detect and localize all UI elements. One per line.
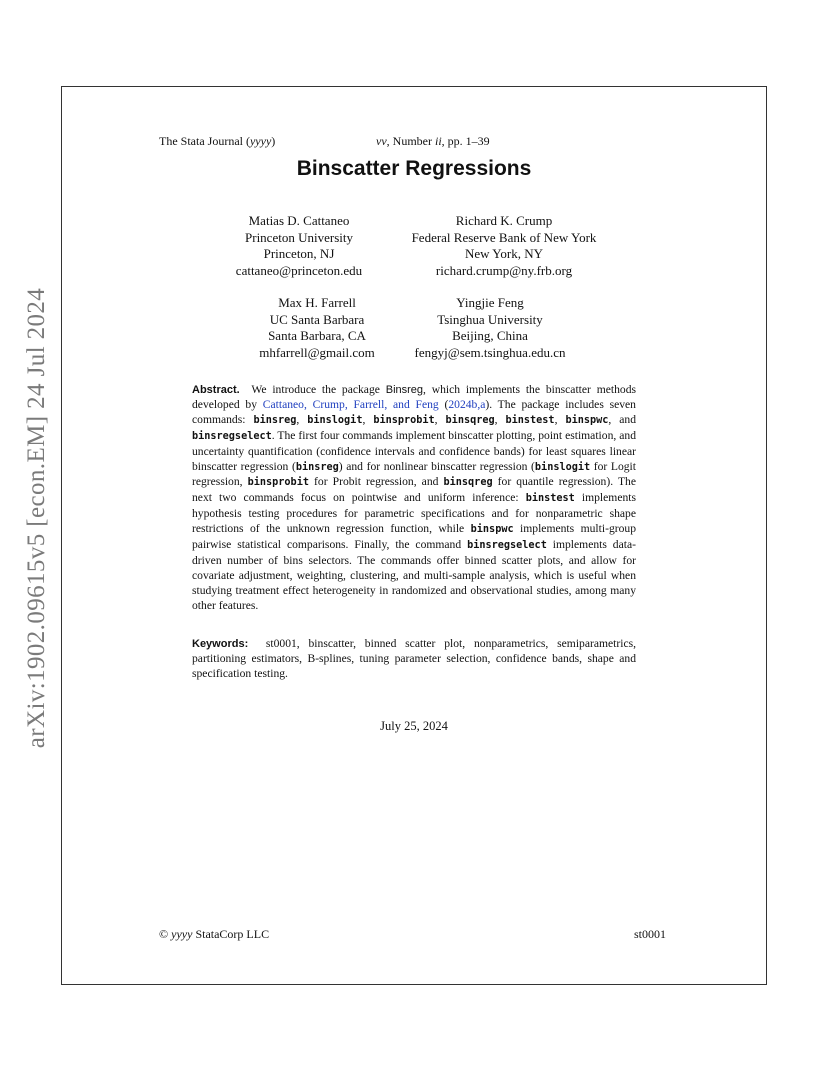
author-location: New York, NY: [464, 246, 543, 261]
paper-title: Binscatter Regressions: [296, 157, 532, 180]
paper-date: July 25, 2024: [380, 719, 448, 733]
author-location: Santa Barbara, CA: [268, 328, 366, 343]
author-block: [384, 213, 624, 279]
author-email: mhfarrell@gmail.com: [259, 344, 375, 360]
keywords-text: st0001, binscatter, binned scatter plot, nonparametrics, semiparametrics, partitioning estimators, B-splines, tuning parameter selection, confidence bands, shape and specification testing.: [192, 637, 637, 680]
author-email: cattaneo@princeton.edu: [235, 262, 363, 278]
author-email: richard.crump@ny.frb.org: [435, 262, 573, 278]
command-binstest: binstest: [525, 493, 575, 505]
copyright-icon: ©: [159, 927, 169, 941]
author-name: Richard K. Crump: [455, 213, 553, 228]
article-code: st0001: [634, 927, 667, 941]
copyright-notice: © yyyy StataCorp LLC: [159, 927, 270, 941]
citation-year-link[interactable]: 2024b,a: [448, 397, 486, 411]
author-location: Beijing, China: [452, 328, 528, 343]
author-block: [400, 295, 580, 361]
journal-volume: vv, Number ii, pp. 1–39: [376, 134, 490, 148]
command-binsreg: binsreg: [253, 414, 297, 426]
author-affiliation: Federal Reserve Bank of New York: [411, 229, 597, 245]
command-binsqreg: binsqreg: [443, 477, 493, 489]
author-affiliation: UC Santa Barbara: [269, 311, 365, 327]
keywords: [192, 637, 636, 682]
command-binsprobit: binsprobit: [373, 414, 435, 426]
author-name: Matias D. Cattaneo: [248, 213, 350, 228]
author-affiliation: Tsinghua University: [437, 311, 543, 327]
command-binspwc: binspwc: [470, 524, 514, 536]
command-binsregselect: binsregselect: [192, 430, 272, 442]
command-binslogit: binslogit: [307, 414, 363, 426]
author-name: Yingjie Feng: [456, 295, 524, 310]
command-binsregselect: binsregselect: [467, 540, 547, 552]
package-name: Binsreg: [385, 384, 424, 396]
command-binsqreg: binsqreg: [445, 414, 495, 426]
arxiv-identifier-text: arXiv:1902.09615v5 [econ.EM] 24 Jul 2024: [23, 287, 51, 749]
author-name: Max H. Farrell: [278, 295, 356, 310]
command-binspwc: binspwc: [565, 414, 609, 426]
command-binslogit: binslogit: [534, 461, 591, 473]
abstract: Abstract. We introduce the package Binsreg, which implements the binscatter methods developed by Cattaneo, Crump, Farrell, and Feng (2024b,a). The package includes seven commands: binsreg, binslogit, binsprobit, binsqreg, binstest, binspwc, and binsregselect. The first four commands implement binscatter plotting, point estimation, and uncertainty quantification (confidence intervals and confidence bands) for least squares linear binscatter regression (binsreg) and for nonlinear binscatter regression (binslogit for Logit regression, binsprobit for Probit regression, and binsqreg for quantile regression). The next two commands focus on pointwise and uniform inference: binstest implements hypothesis testing procedures for parametric specifications and for nonparametric shape restrictions of the unknown regression function, while binspwc implements multi-group pairwise statistical comparisons. Finally, the command binsregselect implements data-driven number of bins selectors. The commands offer binned scatter plots, and allow for covariate adjustment, weighting, clustering, and multi-sample analysis, which is useful when studying treatment effect heterogeneity in randomized and observational studies, among many other features.: [192, 383, 637, 612]
abstract-label: Abstract.: [192, 384, 240, 396]
author-affiliation: Princeton University: [245, 229, 353, 245]
author-email: fengyj@sem.tsinghua.edu.cn: [414, 344, 566, 360]
author-location: Princeton, NJ: [263, 246, 335, 261]
author-block: [209, 213, 389, 279]
arxiv-identifier: [12, 258, 62, 778]
command-binsreg: binsreg: [295, 461, 339, 473]
command-binstest: binstest: [505, 414, 555, 426]
command-binsprobit: binsprobit: [247, 477, 309, 489]
citation-link[interactable]: Cattaneo, Crump, Farrell, and Feng: [262, 397, 439, 411]
author-block: [227, 295, 407, 361]
keywords-label: Keywords:: [192, 638, 249, 650]
journal-name: The Stata Journal (yyyy): [159, 134, 276, 148]
